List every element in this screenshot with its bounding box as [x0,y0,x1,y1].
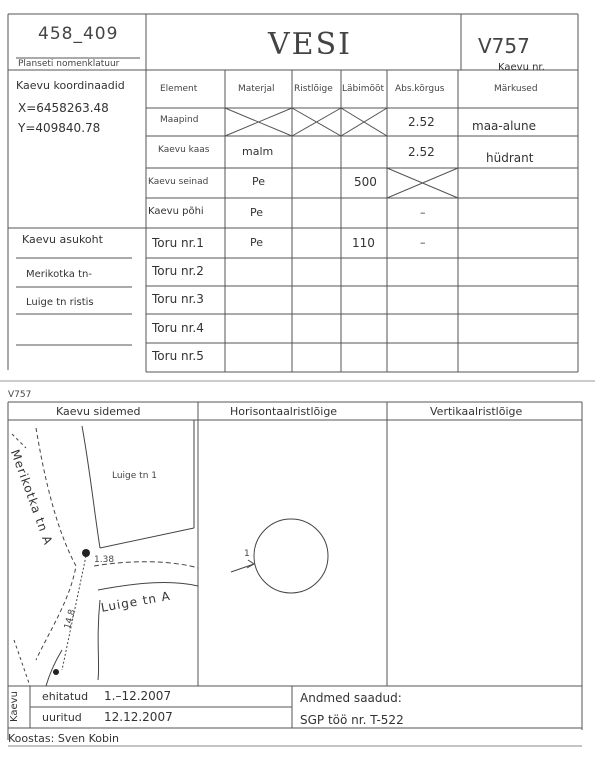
table-cell-material: malm [242,145,274,158]
built-label: ehitatud [42,690,89,703]
table-row-element: Toru nr.5 [152,349,204,363]
street-label-luige: Luige tn A [99,588,172,615]
col-header-material: Materjal [238,84,275,94]
table-row-element: Toru nr.3 [152,292,204,306]
compiled-by: Koostas: Sven Kobin [8,732,119,745]
table-cell-diameter: 500 [354,175,377,189]
pipe-direction-arrow [231,564,254,572]
table-cell-abs: – [420,236,426,249]
col-header-vertical: Vertikaalristlõige [430,405,523,418]
table-row-element: Toru nr.1 [152,236,204,250]
table-row-element: Toru nr.2 [152,264,204,278]
coordinate-y: Y=409840.78 [18,121,101,135]
location-heading: Kaevu asukoht [22,233,103,246]
coordinates-heading: Kaevu koordinaadid [16,79,125,92]
location-sketch [12,420,198,686]
street-label-merikotka: Merikotka tn A [7,447,56,548]
table-cell-abs: – [420,206,426,219]
table-row-element: Toru nr.4 [152,321,204,335]
table-cell-diameter: 110 [352,236,375,250]
table-row-element: Maapind [160,115,199,125]
table-cell-material: Pe [250,236,264,249]
table-row-element: Kaevu põhi [148,206,204,217]
col-header-element: Element [160,84,198,94]
table-cell-note: maa-alune [472,119,537,133]
surveyed-value: 12.12.2007 [104,710,173,724]
col-header-notes: Märkused [494,84,538,94]
table-cell-material: Pe [250,206,264,219]
col-header-connections: Kaevu sidemed [56,405,141,418]
surveyed-label: uuritud [42,711,82,724]
coordinate-x: X=6458263.48 [18,101,109,115]
well-marker [82,549,90,557]
page-title: VESI [268,27,352,62]
well-cross-section-circle [254,519,328,593]
dimension-label: 1.38 [94,555,115,565]
well-id: V757 [478,34,530,58]
sheet-number: 458_409 [38,24,119,44]
corner-label: V757 [8,390,32,400]
col-header-horizontal: Horisontaalristlõige [230,405,338,418]
location-line1: Merikotka tn- [26,269,92,280]
table-cell-material: Pe [252,175,266,188]
location-line2: Luige tn ristis [26,297,94,308]
built-value: 1.–12.2007 [104,689,172,703]
pipe-number-label: 1 [244,549,250,559]
sheet-label: Planseti nomenklatuur [18,59,120,69]
col-header-abs: Abs.kõrgus [395,84,445,94]
parcel-label: Luige tn 1 [112,471,157,481]
dimension-label: 14.8 [63,608,78,631]
col-header-diameter: Läbimõõt [342,84,385,94]
table-row-element: Kaevu kaas [158,145,210,155]
table-cell-note: hüdrant [486,151,534,165]
col-header-cross: Ristlõige [294,84,333,94]
well-id-label: Kaevu nr. [498,62,545,73]
data-source-value: SGP töö nr. T-522 [300,713,404,727]
reference-point-marker [53,669,59,675]
table-cell-abs: 2.52 [408,115,435,129]
footer-side-label: Kaevu [9,691,20,722]
table-row-element: Kaevu seinad [148,177,209,187]
data-source-label: Andmed saadud: [300,691,402,705]
table-cell-abs: 2.52 [408,145,435,159]
